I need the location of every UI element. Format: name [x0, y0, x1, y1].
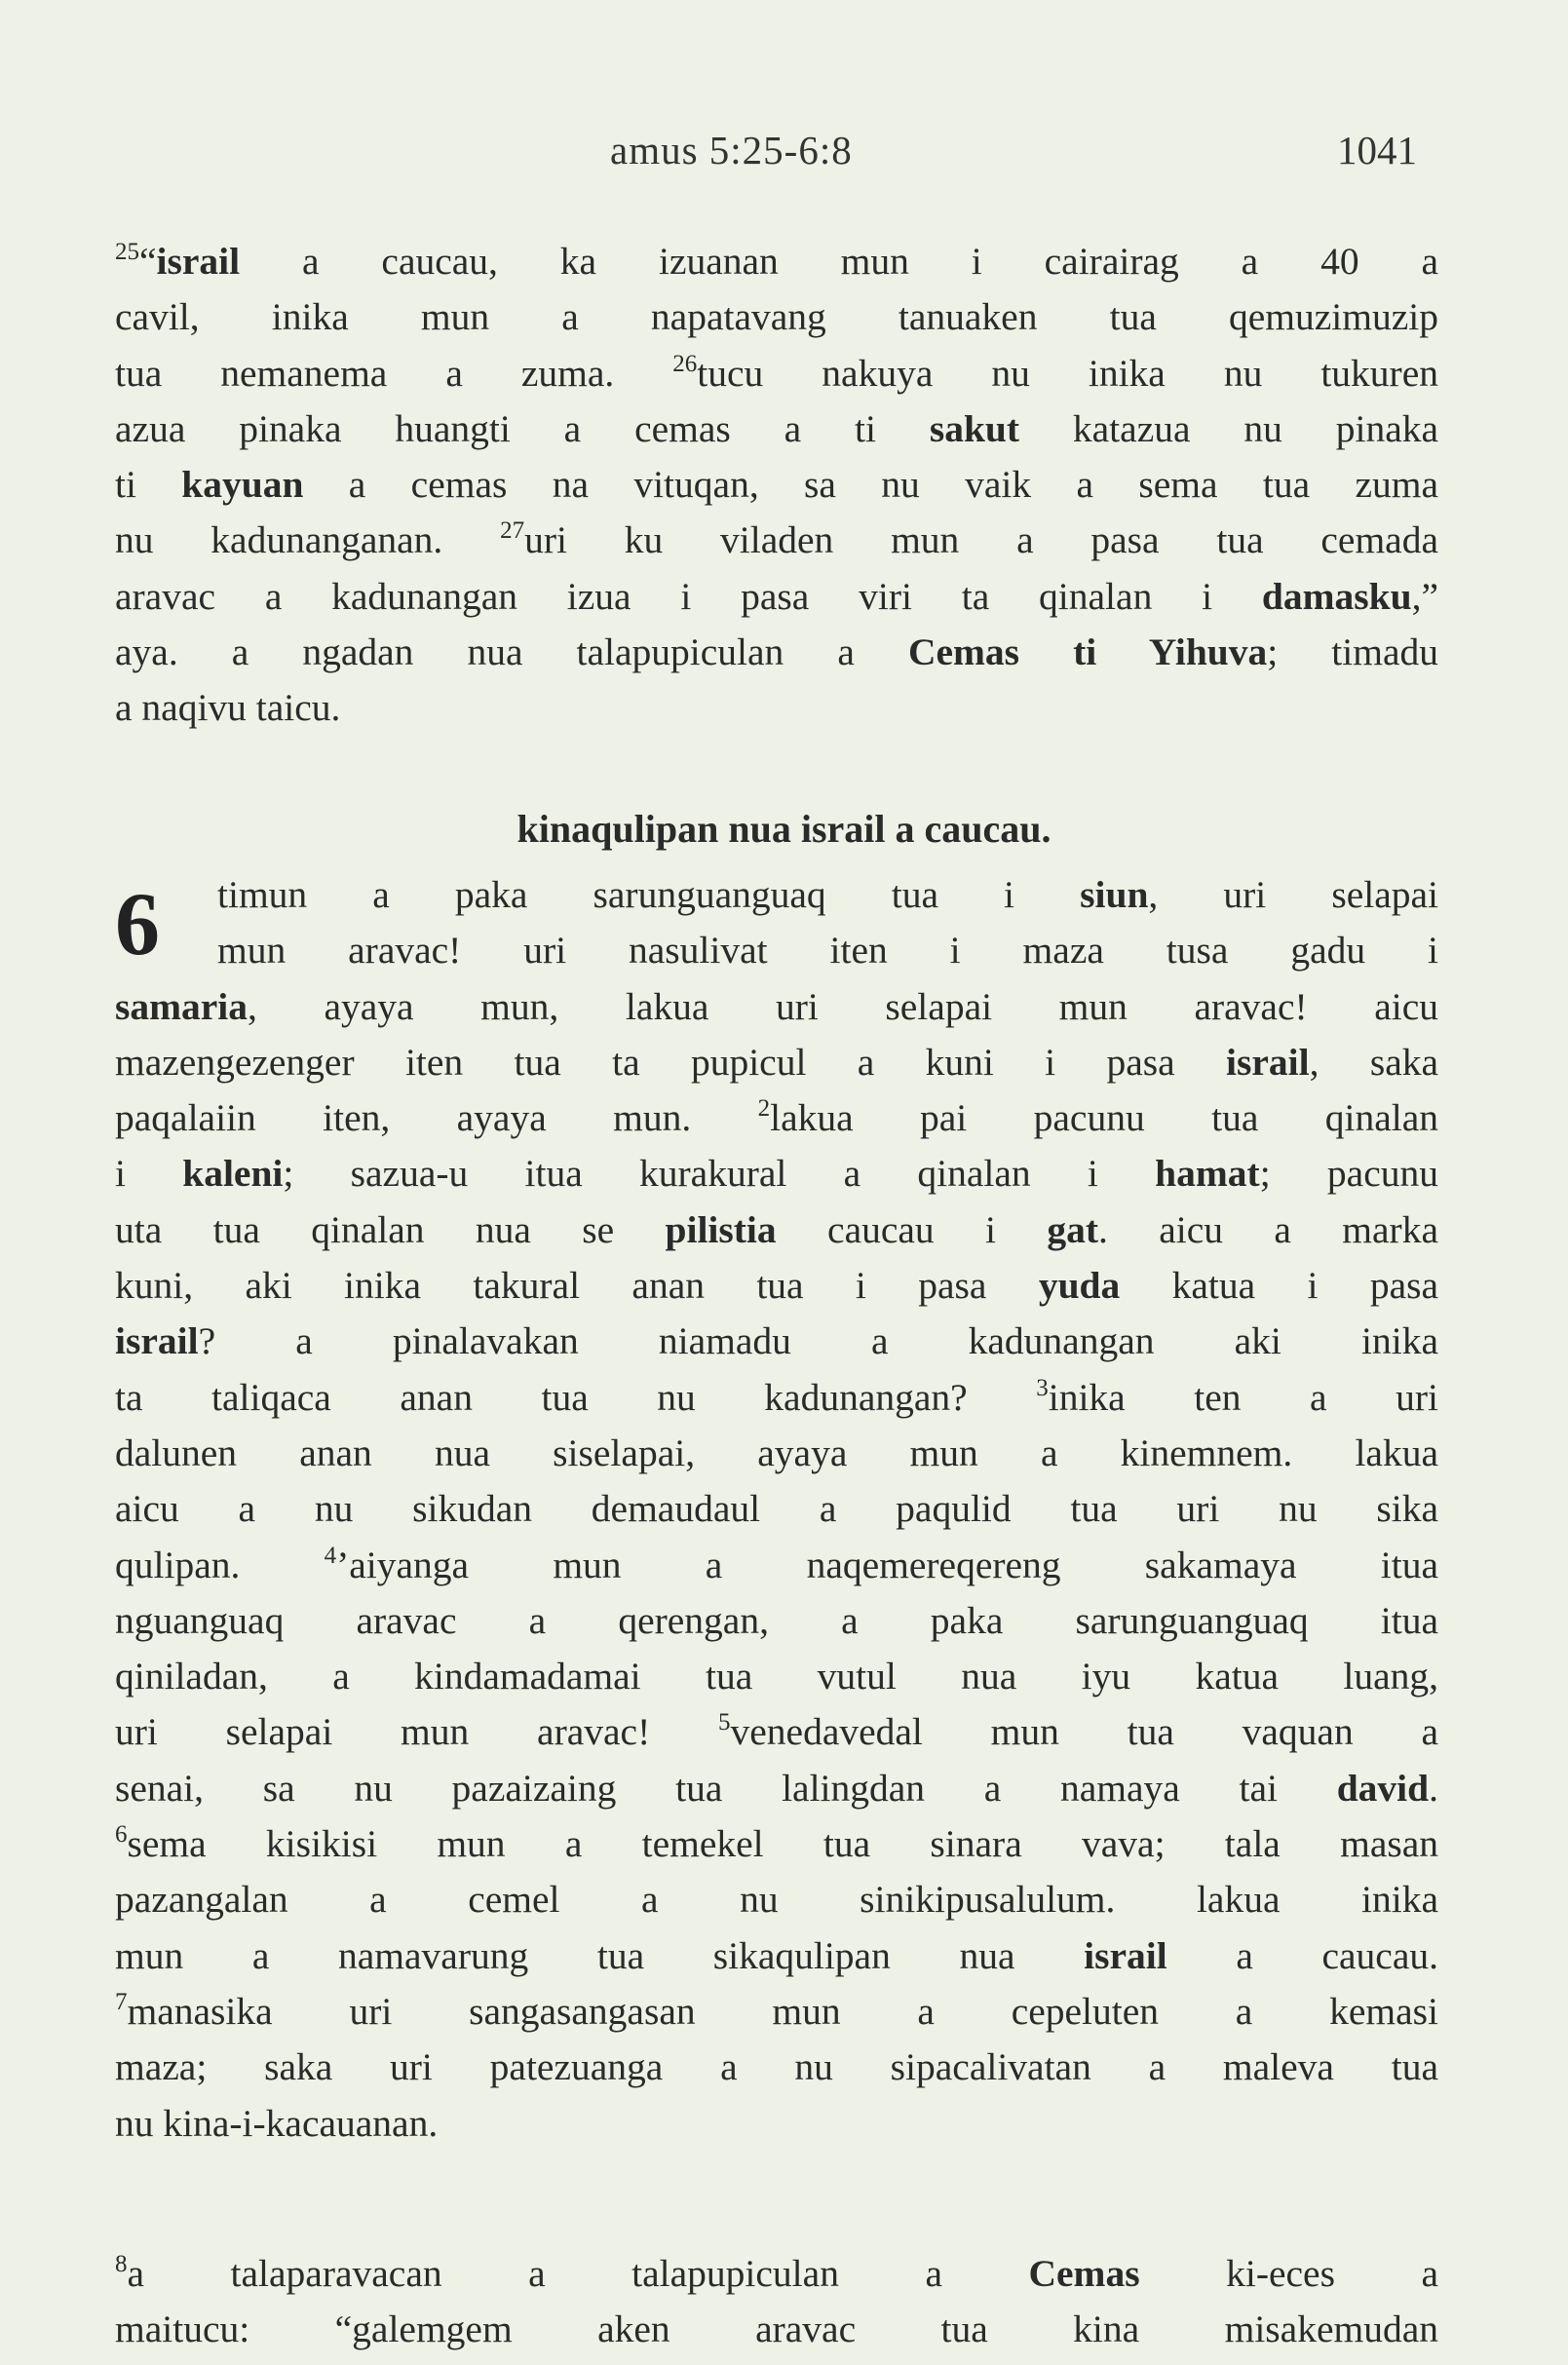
text-line: azua pinaka huangti a cemas a ti sakut katazua nu pinaka — [115, 406, 1439, 450]
paragraph-verse-8 — [115, 2246, 1438, 2358]
text-line: aicu a nu sikudan demaudaul a paqulid tua uri nu sika — [115, 1487, 1438, 1531]
text-line: $^8$a talaparavacan a talapupiculan a Cemas ki-eces a — [115, 2251, 1438, 2295]
text-line: kuni, aki inika takural anan tua i pasa yuda katua i pasa — [115, 1264, 1439, 1308]
chapter-reference: amus 5:25-6:8 — [610, 128, 853, 172]
text-line: cavil, inika mun a napatavang tanuaken tua qemuzimuzip — [115, 295, 1438, 339]
text-line: nguanguaq aravac a qerengan, a paka sarunguanguaq itua — [115, 1598, 1438, 1642]
text-line: i kaleni; sazua-u itua kurakural a qinalan i hamat; pacunu — [115, 1152, 1438, 1196]
text-line: mun aravac! uri nasulivat iten i maza tusa gadu i — [217, 929, 1438, 973]
text-line: uri selapai mun aravac! $^5$venedavedal mun tua vaquan a — [115, 1709, 1438, 1754]
text-line: israil? a pinalavakan niamadu a kadunangan aki inika — [115, 1319, 1438, 1363]
text-line: uta tua qinalan nua se pilistia caucau i gat. aicu a marka — [115, 1207, 1438, 1251]
paragraph-verses-25-27 — [115, 234, 1438, 737]
text-line: senai, sa nu pazaizaing tua lalingdan a namaya tai david. — [115, 1766, 1438, 1810]
text-line: ta taliqaca anan tua nu kadunangan? $^3$inika ten a uri — [115, 1374, 1438, 1419]
running-header — [0, 127, 1568, 185]
text-line: maitucu: “galemgem aken aravac tua kina misakemudan — [115, 2308, 1438, 2351]
text-line: nu kadunanganan. $^{27}$uri ku viladen mun a pasa tua cemada — [115, 517, 1438, 562]
text-line: mun a namavarung tua sikaqulipan nua israil a caucau. — [115, 1933, 1438, 1977]
page-number: 1041 — [1337, 128, 1417, 172]
section-heading: kinaqulipan nua israil a caucau. — [516, 807, 1052, 851]
text-line: paqalaiin iten, ayaya mun. $^2$lakua pai pacunu tua qinalan — [115, 1095, 1438, 1140]
text-line: pazangalan a cemel a nu sinikipusalulum. lakua inika — [115, 1878, 1438, 1922]
text-line: samaria, ayaya mun, lakua uri selapai mun aravac! aicu — [115, 984, 1438, 1028]
chapter-number: 6 — [115, 874, 160, 973]
text-line: dalunen anan nua siselapai, ayaya mun a kinemnem. lakua — [115, 1430, 1438, 1474]
text-line: tua nemanema a zuma. $^{26}$tucu nakuya nu inika nu tukuren — [115, 350, 1438, 395]
text-line: timun a paka sarunguanguaq tua i siun, uri selapai — [217, 873, 1439, 916]
text-line: aravac a kadunangan izua i pasa viri ta qinalan i damasku,” — [115, 574, 1438, 618]
text-line: maza; saka uri patezuanga a nu sipacalivatan a maleva tua — [115, 2045, 1438, 2089]
text-line: qiniladan, a kindamadamai tua vutul nua iyu katua luang, — [115, 1655, 1438, 1698]
paragraph-chapter-6 — [115, 867, 1438, 2152]
text-line: nu kina-i-kacauanan. — [115, 2101, 439, 2145]
text-line: $^7$manasika uri sangasangasan mun a cepeluten a kemasi — [115, 1988, 1438, 2033]
text-line: a naqivu taicu. — [115, 686, 341, 730]
text-line: qulipan. $^4$’aiyanga mun a naqemereqereng sakamaya itua — [115, 1542, 1438, 1586]
text-line: $^{25}$“israil a caucau, ka izuanan mun i cairairag a 40 a — [115, 239, 1438, 283]
text-line: $^6$sema kisikisi mun a temekel tua sinara vava; tala masan — [115, 1821, 1438, 1866]
text-line: mazengezenger iten tua ta pupicul a kuni i pasa israil, saka — [115, 1040, 1439, 1084]
text-line: ti kayuan a cemas na vituqan, sa nu vaik a sema tua zuma — [115, 463, 1438, 507]
text-line: aya. a ngadan nua talapupiculan a Cemas ti Yihuva; timadu — [115, 630, 1438, 674]
